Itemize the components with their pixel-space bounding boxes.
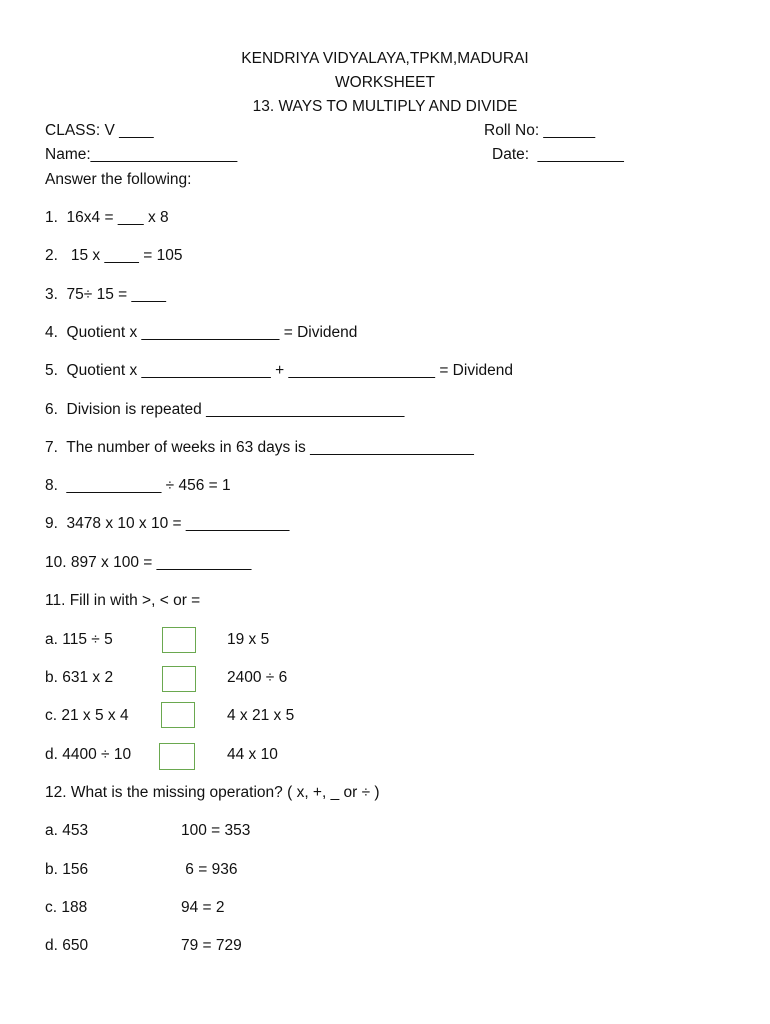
school-name: KENDRIYA VIDYALAYA,TPKM,MADURAI bbox=[241, 50, 529, 67]
question-11-title: 11. Fill in with >, < or = bbox=[45, 592, 201, 609]
chapter-title: 13. WAYS TO MULTIPLY AND DIVIDE bbox=[252, 98, 518, 115]
q11-row-d-left: d. 4400 ÷ 10 bbox=[45, 746, 132, 763]
question-12-title: 12. What is the missing operation? ( x, +, _ or ÷ ) bbox=[45, 784, 380, 801]
roll-no-field: Roll No: ______ bbox=[484, 122, 596, 139]
question-9: 9. 3478 x 10 x 10 = ____________ bbox=[45, 515, 290, 532]
q11-row-d-right: 44 x 10 bbox=[227, 746, 278, 763]
date-field: Date: __________ bbox=[492, 146, 624, 163]
q11-row-c-answer-box[interactable] bbox=[161, 702, 195, 728]
question-7: 7. The number of weeks in 63 days is ___________________ bbox=[45, 439, 474, 456]
q11-row-b-right: 2400 ÷ 6 bbox=[227, 669, 288, 686]
q12-row-d-left: d. 650 bbox=[45, 937, 89, 954]
name-field: Name:_________________ bbox=[45, 146, 238, 163]
q12-row-c-left: c. 188 bbox=[45, 899, 88, 916]
question-6: 6. Division is repeated _______________________ bbox=[45, 401, 405, 418]
question-5: 5. Quotient x _______________ + _________________ = Dividend bbox=[45, 362, 513, 379]
q11-row-c-right: 4 x 21 x 5 bbox=[227, 707, 295, 724]
q12-row-a-left: a. 453 bbox=[45, 822, 89, 839]
q11-row-a-answer-box[interactable] bbox=[162, 627, 196, 653]
q11-row-a-right: 19 x 5 bbox=[227, 631, 270, 648]
question-2: 2. 15 x ____ = 105 bbox=[45, 247, 183, 264]
q12-row-b-right: 6 = 936 bbox=[181, 861, 238, 878]
worksheet-title: WORKSHEET bbox=[335, 74, 435, 91]
instruction: Answer the following: bbox=[45, 171, 192, 188]
q12-row-c-right: 94 = 2 bbox=[181, 899, 225, 916]
question-3: 3. 75÷ 15 = ____ bbox=[45, 286, 166, 303]
q11-row-a-left: a. 115 ÷ 5 bbox=[45, 631, 113, 648]
q11-row-c-left: c. 21 x 5 x 4 bbox=[45, 707, 129, 724]
question-10: 10. 897 x 100 = ___________ bbox=[45, 554, 252, 571]
question-8: 8. ___________ ÷ 456 = 1 bbox=[45, 477, 231, 494]
q12-row-a-right: 100 = 353 bbox=[181, 822, 251, 839]
class-field: CLASS: V ____ bbox=[45, 122, 154, 139]
question-4: 4. Quotient x ________________ = Dividend bbox=[45, 324, 358, 341]
q11-row-b-left: b. 631 x 2 bbox=[45, 669, 114, 686]
q11-row-d-answer-box[interactable] bbox=[159, 743, 195, 770]
q12-row-d-right: 79 = 729 bbox=[181, 937, 242, 954]
q12-row-b-left: b. 156 bbox=[45, 861, 89, 878]
question-1: 1. 16x4 = ___ x 8 bbox=[45, 209, 169, 226]
q11-row-b-answer-box[interactable] bbox=[162, 666, 196, 692]
